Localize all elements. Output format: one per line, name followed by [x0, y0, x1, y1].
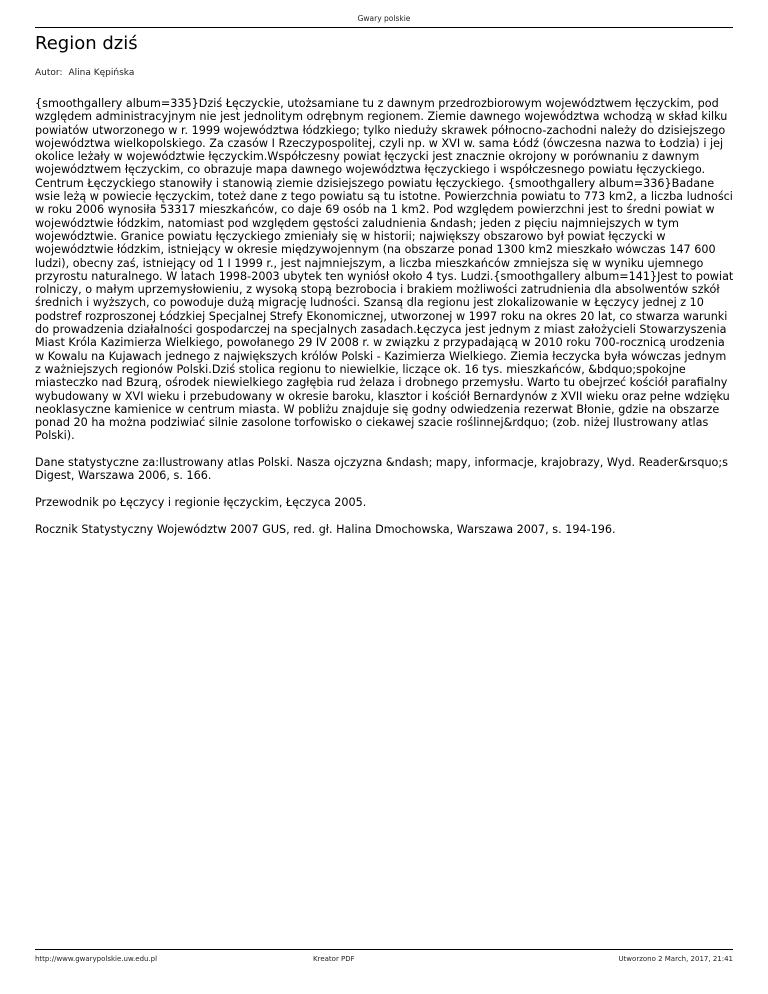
- footer-generator: Kreator PDF: [313, 955, 355, 963]
- footer-url[interactable]: http://www.gwarypolskie.uw.edu.pl: [35, 955, 158, 963]
- article-body: [35, 97, 735, 549]
- footer-created-date: Utworzono 2 March, 2017, 21:41: [618, 955, 733, 963]
- author-label: Autor:: [35, 68, 63, 78]
- header-divider: [35, 27, 733, 28]
- header-site-title: Gwary polskie: [357, 14, 411, 23]
- author-name: Alina Kępińska: [68, 68, 135, 78]
- page-title: Region dziś: [35, 33, 138, 54]
- footer-divider: [35, 949, 733, 950]
- source-paragraph-yearbook: Rocznik Statystyczny Województw 2007 GUS, red. gł. Halina Dmochowska, Warszawa 2007, s. 194-196.: [35, 522, 616, 536]
- author-line: [35, 68, 134, 78]
- source-paragraph-atlas: Dane statystyczne za:Ilustrowany atlas Polski. Nasza ojczyzna &ndash; mapy, informacje, krajobrazy, Wyd. Reader&rsquo;s Digest, Warszawa 2006, s. 166.: [35, 456, 729, 483]
- body-paragraph: {smoothgallery album=335}Dziś Łęczyckie, utożsamiane tu z dawnym przedrozbiorowym województwem łęczyckim, pod względem administracyjnym nie jest jednolitym odrębnym regionem. Ziemie dawnego województwa wchodzą w skład kilku powiatów utworzonego w r. 1999 województwa łódzkiego; tylko nieduży skrawek północno-zachodni należy do dzisiejszego województwa wielkopolskiego. Za czasów I Rzeczypospolitej, czyli np. w XVI w. sama Łódź (ówczesna nazwa to Łodzia) i jej okolice leżały w województwie łęczyckim.Współczesny powiat łęczycki jest znacznie okrojony w porównaniu z dawnym województwem łęczyckim, co obrazuje mapa dawnego województwa łęczyckiego i współczesnego powiatu łęczyckiego. Centrum Łęczyckiego stanowiły i stanowią ziemie dzisiejszego powiatu łęczyckiego. {smoothgallery album=336}Badane wsie leżą w powiecie łęczyckim, toteż dane z tego powiatu są tu istotne. Powierzchnia powiatu to 773 km2, a liczba ludności w roku 2006 wynosiła 53317 mieszkańców, co daje 69 osób na 1 km2. Pod względem powierzchni jest to średni powiat w województwie łódzkim, natomiast pod względem gęstości zaludnienia &ndash; jeden z pięciu najmniejszych w tym województwie. Granice powiatu łęczyckiego zmieniały się w historii; największy obszarowo był powiat łęczycki w województwie łódzkim, istniejący w okresie międzywojennym (na obszarze ponad 1300 km2 mieszkało wówczas 147 600 ludzi), obecny zaś, istniejący od 1 I 1999 r., jest najmniejszym, a liczba mieszkańców zmniejsza się w wyniku ujemnego przyrostu naturalnego. W latach 1998-2003 ubytek ten wyniósł około 4 tys. Ludzi.{smoothgallery album=141}Jest to powiat rolniczy, o małym uprzemysłowieniu, z wysoką stopą bezrobocia i brakiem możliwości zatrudnienia dla absolwentów szkół średnich i wyższych, co powoduje dużą migrację ludności. Szansą dla regionu jest zlokalizowanie w Łęczycy jednej z 10 podstref rozproszonej Łódzkiej Specjalnej Strefy Ekonomicznej, utworzonej w 1997 roku na okres 20 lat, co stwarza warunki do prowadzenia działalności gospodarczej na specjalnych zasadach.Łęczyca jest jednym z miast założycieli Stowarzyszenia Miast Króla Kazimierza Wielkiego, powołanego 29 IV 2008 r. w związku z przypadającą w 2010 roku 700-rocznicą urodzenia w Kowalu na Kujawach jednego z największych królów Polski - Kazimierza Wielkiego. Ziemia łeczycka była wówczas jednym z ważniejszych regionów Polski.Dziś stolica regionu to niewielkie, liczące ok. 16 tys. mieszkańców, &bdquo;spokojne miasteczko nad Bzurą, ośrodek niewielkiego zagłębia rud żelaza i drobnego przemysłu. Warto tu obejrzeć kościół parafialny wybudowany w XVI wieku i przebudowany w okresie baroku, klasztor i kościół Bernardynów z XVII wieku oraz pełne wdzięku neoklasyczne kamienice w centrum miasta. W pobliżu znajduje się godny odwiedzenia rezerwat Błonie, gdzie na obszarze ponad 20 ha można podziwiać silnie zasolone torfowisko o ciekawej szacie roślinnej&rdquo; (zob. niżej Ilustrowany atlas Polski).: [35, 97, 734, 443]
- source-paragraph-guide: Przewodnik po Łęczycy i regionie łęczyckim, Łęczyca 2005.: [35, 495, 367, 509]
